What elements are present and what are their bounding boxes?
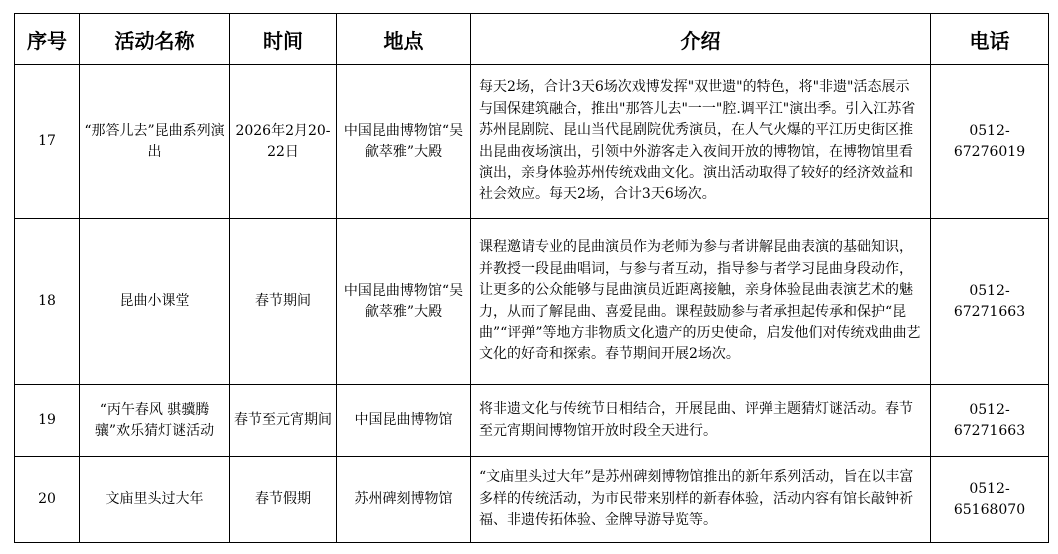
- row-time: 春节至元宵期间: [230, 385, 337, 457]
- row-location: 中国昆曲博物馆: [337, 385, 471, 457]
- header-row: [15, 14, 1049, 65]
- activities-table: [14, 13, 1049, 543]
- header-index: 序号: [15, 14, 80, 65]
- row-index: 17: [15, 65, 80, 219]
- header-introduction: 介绍: [471, 14, 931, 65]
- row-time: 春节期间: [230, 219, 337, 385]
- row-phone: 0512-67276019: [931, 65, 1049, 219]
- row-time: 春节假期: [230, 457, 337, 543]
- table-row: [15, 457, 1049, 543]
- table-row: [15, 65, 1049, 219]
- table-row: [15, 385, 1049, 457]
- header-location: 地点: [337, 14, 471, 65]
- row-location: 苏州碑刻博物馆: [337, 457, 471, 543]
- row-introduction: 课程邀请专业的昆曲演员作为老师为参与者讲解昆曲表演的基础知识，并教授一段昆曲唱词，与参与者互动，指导参与者学习昆曲身段动作，让更多的公众能够与昆曲演员近距离接触，亲身体验昆曲表演艺术的魅力，从而了解昆曲、喜爱昆曲。课程鼓励参与者承担起传承和保护“昆曲”“评弹”等地方非物质文化遗产的历史使命，启发他们对传统戏曲曲艺文化的好奇和探索。春节期间开展2场次。: [471, 219, 931, 385]
- row-phone: 0512-67271663: [931, 219, 1049, 385]
- row-introduction: 每天2场，合计3天6场次戏博发挥"双世遗"的特色，将"非遗"活态展示与国保建筑融合，推出"那答儿去"一一"腔.调平江"演出季。引入江苏省苏州昆剧院、昆山当代昆剧院优秀演员，在人气火爆的平江历史街区推出昆曲夜场演出，引领中外游客走入夜间开放的博物馆，在博物馆里看演出，亲身体验苏州传统戏曲文化。演出活动取得了较好的经济效益和社会效应。每天2场，合计3天6场次。: [471, 65, 931, 219]
- row-index: 20: [15, 457, 80, 543]
- row-activity-name: 昆曲小课堂: [80, 219, 230, 385]
- row-phone: 0512-67271663: [931, 385, 1049, 457]
- row-location: 中国昆曲博物馆“吴歈萃雅”大殿: [337, 65, 471, 219]
- row-activity-name: 文庙里头过大年: [80, 457, 230, 543]
- row-phone: 0512-65168070: [931, 457, 1049, 543]
- header-time: 时间: [230, 14, 337, 65]
- row-location: 中国昆曲博物馆“吴歈萃雅”大殿: [337, 219, 471, 385]
- row-index: 18: [15, 219, 80, 385]
- row-introduction: 将非遗文化与传统节日相结合，开展昆曲、评弹主题猜灯谜活动。春节至元宵期间博物馆开放时段全天进行。: [471, 385, 931, 457]
- table-row: [15, 219, 1049, 385]
- row-time: 2026年2月20-22日: [230, 65, 337, 219]
- header-activity-name: 活动名称: [80, 14, 230, 65]
- row-introduction: “文庙里头过大年”是苏州碑刻博物馆推出的新年系列活动，旨在以丰富多样的传统活动，为市民带来别样的新春体验，活动内容有馆长敲钟祈福、非遗传拓体验、金牌导游导览等。: [471, 457, 931, 543]
- row-index: 19: [15, 385, 80, 457]
- row-activity-name: “那答儿去”昆曲系列演出: [80, 65, 230, 219]
- header-phone: 电话: [931, 14, 1049, 65]
- row-activity-name: “丙午春风 骐骥腾骧”欢乐猜灯谜活动: [80, 385, 230, 457]
